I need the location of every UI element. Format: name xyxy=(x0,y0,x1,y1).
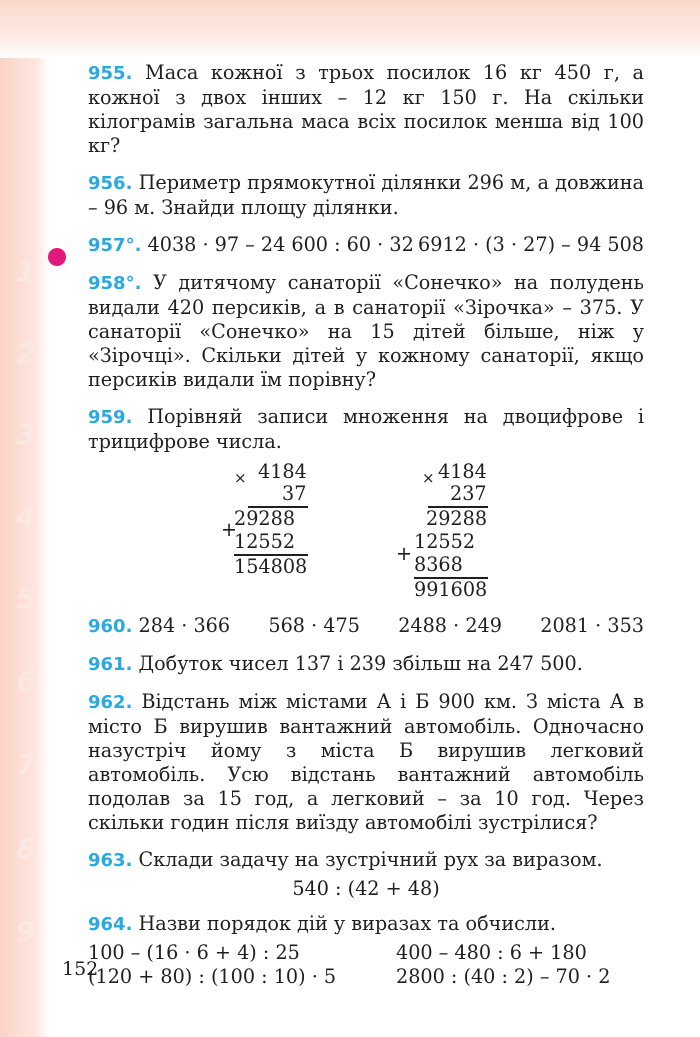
partial-product: 12552 xyxy=(414,530,476,553)
problem-number: 959. xyxy=(88,407,133,428)
partial-product: 29288 xyxy=(234,507,296,530)
multiply-sign: × xyxy=(422,469,435,487)
problem-text: Відстань між містами А і Б 900 км. З міста А в місто Б вирушив вантажний автомобіль. Одночасно назустріч йому з міста Б вирушив легковий автомобіль. Усю відстань вантажний автомобіль подолав за 15 год, а легковий – за 10 год. Через скільки годин після виїзду автомобілі зустрілися? xyxy=(88,690,644,834)
expression: 284 · 366 xyxy=(138,614,231,637)
problem-number: 963. xyxy=(88,850,133,871)
problem-number: 960. xyxy=(88,616,133,637)
side-number: 6 xyxy=(16,665,36,698)
side-number: 5 xyxy=(16,582,36,615)
problem-960 xyxy=(88,614,644,639)
problem-text: Добуток чисел 137 і 239 збільш на 247 500. xyxy=(138,652,583,675)
problem-963 xyxy=(88,848,644,873)
problem-957 xyxy=(88,233,644,258)
problem-number: 956. xyxy=(88,173,133,194)
problem-text: Склади задачу на зустрічний рух за виразом. xyxy=(138,848,603,871)
side-number: 1 xyxy=(16,255,36,288)
problem-962 xyxy=(88,690,644,835)
partial-product: 29288 xyxy=(426,507,488,530)
expression: 2081 · 353 xyxy=(540,614,644,637)
expression: 2800 : (40 : 2) – 70 · 2 xyxy=(396,965,611,988)
expression-centered: 540 : (42 + 48) xyxy=(292,877,440,900)
partial-product: 8368 xyxy=(414,553,463,576)
page-content xyxy=(88,61,644,989)
left-decorative-band xyxy=(0,58,50,1037)
problem-number: 964. xyxy=(88,914,133,935)
expression: 400 – 480 : 6 + 180 xyxy=(396,941,587,964)
plus-sign: + xyxy=(396,542,413,565)
problem-text: У дитячому санаторії «Сонечко» на полудень видали 420 персиків, а в санаторії «Зірочка» – 375. У санаторії «Сонечко» на 15 дітей більше, ніж у «Зірочці». Скільки дітей у кожному санаторії, якщо персиків видали їм порівну? xyxy=(88,271,644,391)
problem-964-expressions xyxy=(88,941,644,989)
multiplication-columns xyxy=(88,460,644,602)
expression: 4038 · 97 – 24 600 : 60 · 32 xyxy=(147,233,414,256)
side-number: 7 xyxy=(16,748,36,781)
problem-955 xyxy=(88,61,644,158)
expression: 6912 · (3 · 27) – 94 508 xyxy=(418,233,644,256)
product-result: 991608 xyxy=(414,578,488,601)
problem-961 xyxy=(88,652,644,677)
top-decorative-band xyxy=(0,0,700,58)
multiply-sign: × xyxy=(234,469,247,487)
expression: (120 + 80) : (100 : 10) · 5 xyxy=(88,965,337,988)
multiplicand: 4184 xyxy=(258,460,307,483)
expression: 2488 · 249 xyxy=(398,614,502,637)
expression: 100 – (16 · 6 + 4) : 25 xyxy=(88,941,300,964)
problem-number: 962. xyxy=(88,692,133,713)
multiplier: 237 xyxy=(450,482,487,505)
plus-sign: + xyxy=(221,518,238,541)
problem-text: Маса кожної з трьох посилок 16 кг 450 г, а кожної з двох інших – 12 кг 150 г. На скільки кілограмів загальна маса всіх посилок менша від 100 кг? xyxy=(88,61,644,157)
expression: 568 · 475 xyxy=(268,614,360,637)
problem-956 xyxy=(88,171,644,220)
partial-product: 12552 xyxy=(234,530,296,553)
problem-text: Периметр прямокутної ділянки 296 м, а довжина – 96 м. Знайди площу ділянки. xyxy=(88,171,644,219)
side-number: 8 xyxy=(16,832,36,865)
problem-number: 957°. xyxy=(88,235,142,256)
problem-number: 955. xyxy=(88,63,133,84)
side-number: 4 xyxy=(16,500,36,533)
side-number: 3 xyxy=(16,418,36,451)
problem-text: Порівняй записи множення на двоцифрове і трицифрове числа. xyxy=(88,405,644,453)
problem-964 xyxy=(88,912,644,937)
page-number: 152 xyxy=(62,958,99,980)
problem-text: Назви порядок дій у виразах та обчисли. xyxy=(138,912,556,935)
multiplier: 37 xyxy=(282,482,307,505)
product-result: 154808 xyxy=(234,555,308,578)
problem-959 xyxy=(88,405,644,454)
multiplicand: 4184 xyxy=(438,460,487,483)
side-number: 9 xyxy=(16,915,36,948)
problem-958 xyxy=(88,271,644,392)
side-number: 2 xyxy=(16,337,36,370)
problem-number: 958°. xyxy=(88,273,142,294)
exercise-marker-dot xyxy=(48,248,66,266)
problem-number: 961. xyxy=(88,654,133,675)
